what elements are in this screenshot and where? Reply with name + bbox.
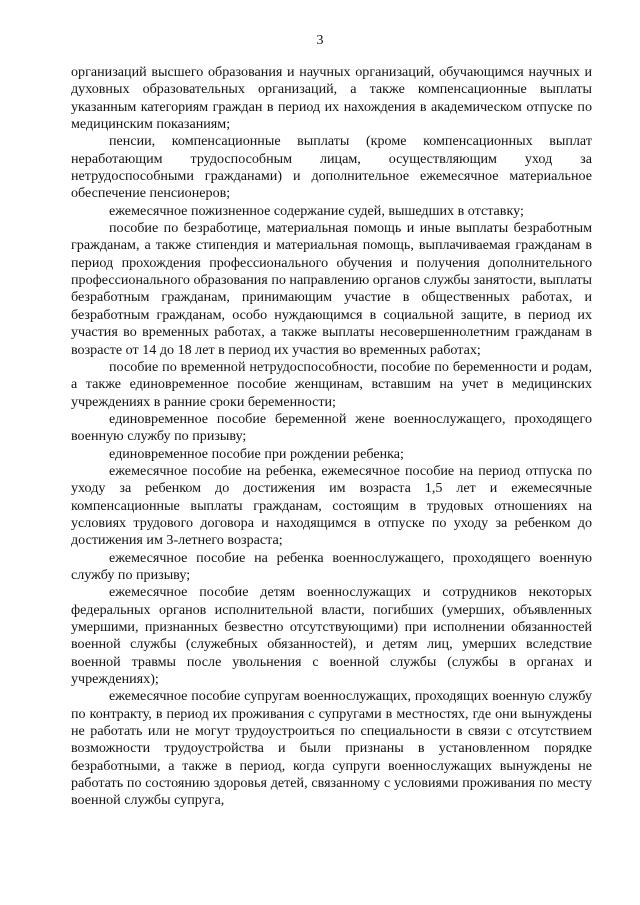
paragraph-judges-allowance: ежемесячное пожизненное содержание судей, вышедших в отставку;: [109, 202, 524, 219]
page-number: 3: [316, 33, 324, 48]
paragraph-servicemen-spouses: ежемесячное пособие супругам военнослужащих, проходящих военную службу по контракту, в период их проживания с супругами в местностях, где они вынуждены не работать или не могут трудоустроиться по специальности в связи с отсутствием возможности трудоустройства и были признаны в установленном порядке безработными, а также в период, когда супруги военнослужащих вынуждены не работать по состоянию здоровья детей, связанному с условиями проживания по месту военной службы супруга,: [71, 688, 592, 809]
paragraph-temporary-disability: пособие по временной нетрудоспособности, пособие по беременности и родам, а также единовременное пособие женщинам, вставшим на учет в медицинских учреждениях в ранние сроки беременности;: [71, 358, 592, 410]
paragraph-continuation: организаций высшего образования и научных организаций, обучающимся научных и духовных образовательных организаций, а также компенсационные выплаты указанным категориям граждан в период их нахождения в академическом отпуске по медицинским показаниям;: [71, 64, 592, 133]
document-body: [71, 64, 592, 810]
paragraph-conscript-child-allowance: ежемесячное пособие на ребенка военнослужащего, проходящего военную службу по призыву;: [71, 549, 592, 583]
paragraph-pregnant-wife-allowance: единовременное пособие беременной жене военнослужащего, проходящего военную службу по призыву;: [71, 410, 592, 445]
paragraph-unemployment: пособие по безработице, материальная помощь и иные выплаты безработным гражданам, а также стипендия и материальная помощь, выплачиваемая гражданам в период прохождения профессионального обучения и получения дополнительного профессионального образования по направлению органов службы занятости, выплаты безработным гражданам, принимающим участие в общественных работах, и безработным гражданам, особо нуждающимся в социальной защите, в период их участия во временных работах, а также выплаты несовершеннолетним гражданам в возрасте от 14 до 18 лет в период их участия во временных работах;: [71, 220, 592, 358]
paragraph-birth-allowance: единовременное пособие при рождении ребенка;: [109, 445, 404, 462]
paragraph-fallen-servicemen-children: ежемесячное пособие детям военнослужащих и сотрудников некоторых федеральных органов исполнительной власти, погибших (умерших, объявленных умершими, признанных безвестно отсутствующими) при исполнении обязанностей военной службы (служебных обязанностей), и детям лиц, умерших вследствие военной травмы после увольнения с военной службы (службы в органах и учреждениях);: [71, 584, 592, 688]
paragraph-childcare-allowance: ежемесячное пособие на ребенка, ежемесячное пособие на период отпуска по уходу за ребенком до достижения им возраста 1,5 лет и ежемесячные компенсационные выплаты гражданам, состоящим в трудовых отношениях на условиях трудового договора и находящимся в отпуске по уходу за ребенком до достижения им 3-летнего возраста;: [71, 462, 592, 549]
paragraph-pensions: пенсии, компенсационные выплаты (кроме компенсационных выплат неработающим трудоспособным лицам, осуществляющим уход за нетрудоспособными гражданами) и дополнительное ежемесячное материальное обеспечение пенсионеров;: [71, 133, 592, 202]
